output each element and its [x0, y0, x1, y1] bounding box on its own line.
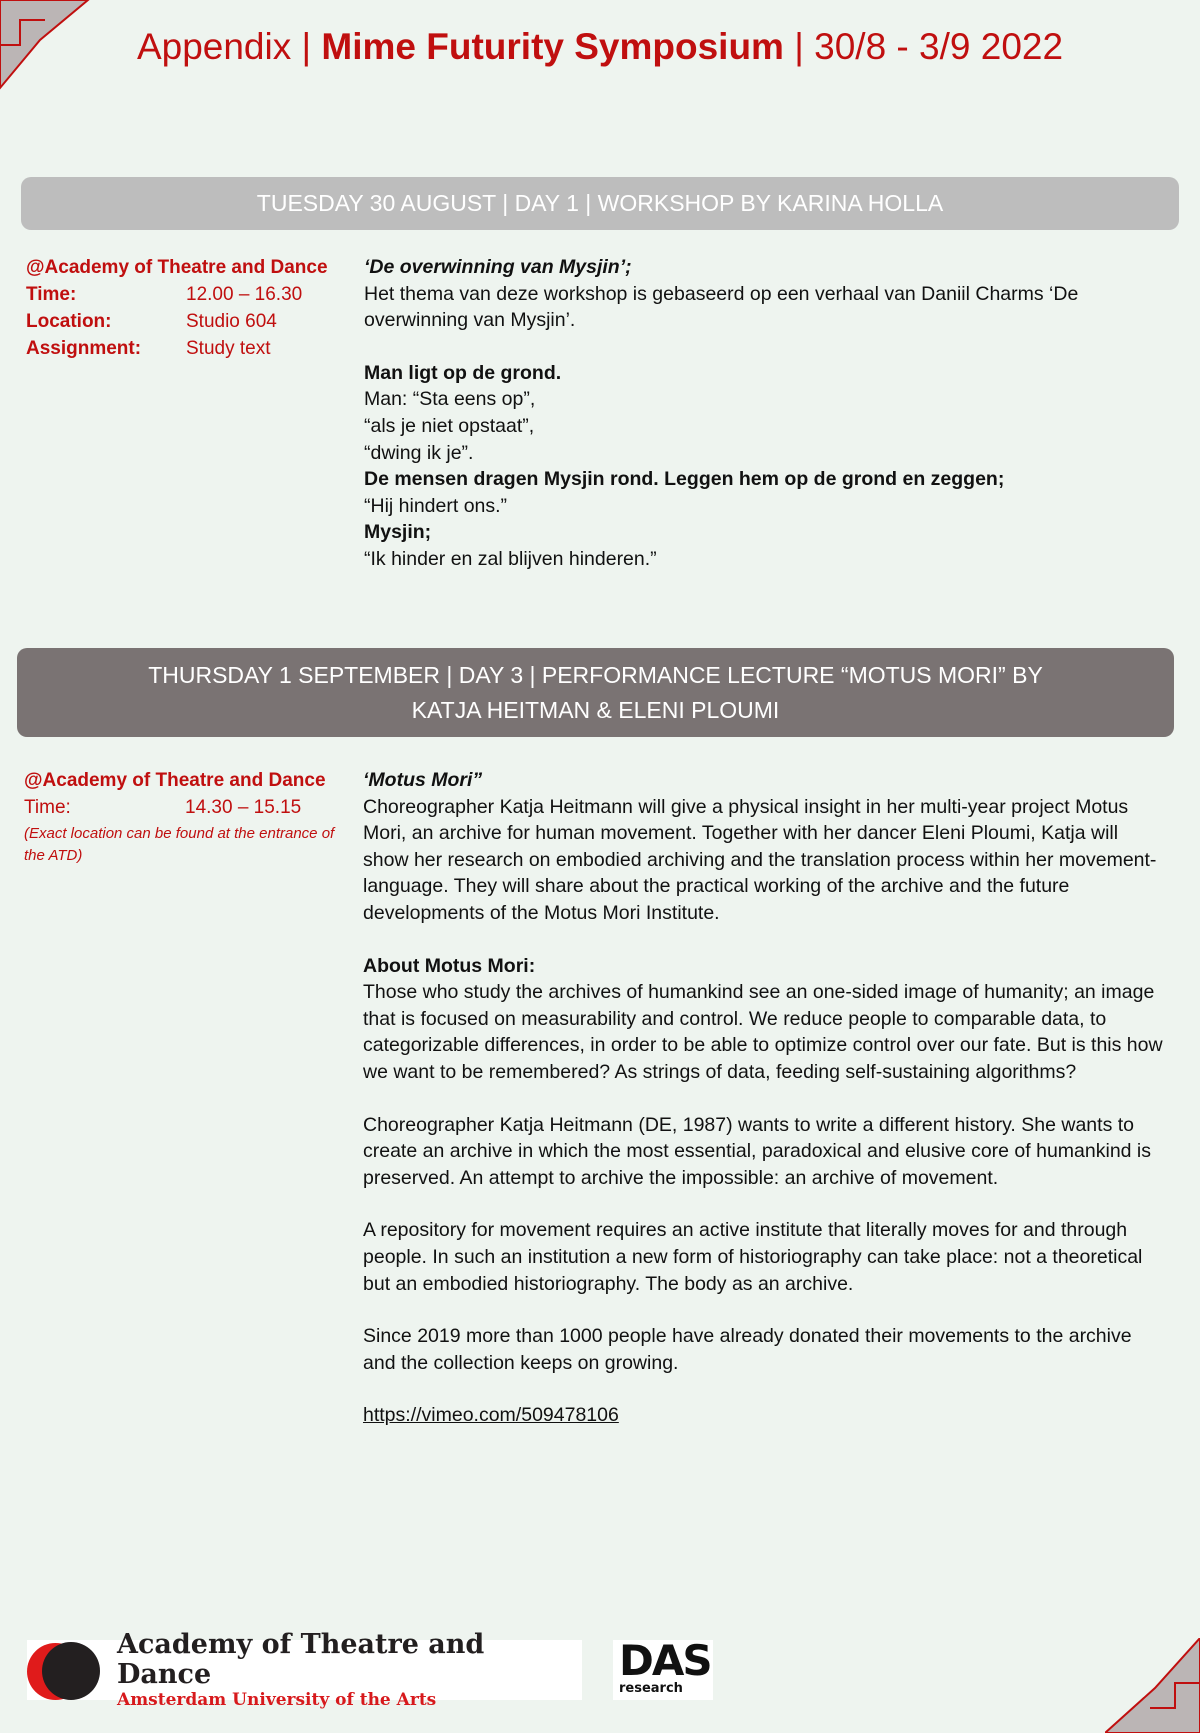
detail-key: Location:	[26, 311, 112, 332]
day3-intro: Choreographer Katja Heitmann will give a physical insight in her multi-year project Motus Mori, an archive for human movement. Together with her dancer Eleni Ploumi, Katja will show her research on embodied archiving and the translation process within her movement-language. They will share about the practical working of the archive and the future developments of the Motus Mori Institute.	[363, 795, 1157, 924]
script-line: Mysjin;	[364, 521, 432, 544]
title-dates: 30/8 - 3/9 2022	[814, 26, 1064, 67]
script-line: “dwing ik je”.	[364, 441, 474, 464]
detail-key: Assignment:	[26, 338, 142, 359]
detail-value: 14.30 – 15.15	[185, 797, 302, 818]
day1-title: ‘De overwinning van Mysjin’;	[364, 256, 632, 278]
detail-key: Time:	[26, 284, 77, 305]
script-line: “Hij hindert ons.”	[364, 494, 508, 517]
das-research-logo	[613, 1636, 713, 1700]
day3-location-note: (Exact location can be found at the entrance of the ATD)	[24, 825, 335, 864]
day3-content	[363, 767, 1163, 1429]
detail-value: 12.00 – 16.30	[186, 284, 303, 305]
title-separator: |	[783, 26, 815, 67]
title-event: Mime Futurity Symposium	[321, 26, 784, 67]
script-line: “als je niet opstaat”,	[364, 414, 535, 437]
atd-logo-name: Academy of Theatre and Dance	[117, 1629, 485, 1690]
title-prefix: Appendix	[136, 26, 292, 67]
day3-banner-line2: KATJA HEITMAN & ELENI PLOUMI	[411, 696, 780, 723]
corner-decoration-bottom-right	[1105, 1638, 1200, 1733]
day3-banner	[17, 648, 1174, 737]
day1-detail-row	[26, 335, 328, 362]
about-paragraph: Since 2019 more than 1000 people have already donated their movements to the archive and the collection keeps on growing.	[363, 1325, 1132, 1374]
about-paragraph: Choreographer Katja Heitmann (DE, 1987) wants to write a different history. She wants to create an archive in which the most essential, paradoxical and elusive core of humankind is preserved. An attempt to archive the impossible: an archive of movement.	[363, 1113, 1152, 1189]
vimeo-link[interactable]: https://vimeo.com/509478106	[363, 1404, 619, 1427]
das-logo-subtitle: research	[619, 1681, 683, 1696]
atd-logo	[27, 1629, 582, 1710]
spacer	[363, 1297, 1163, 1323]
detail-value: Studio 604	[186, 311, 277, 332]
about-paragraph: A repository for movement requires an active institute that literally moves for and through people. In such an institution a new form of historiography can take place: not a theoretical but an embodied historiography. The body as an archive.	[363, 1219, 1143, 1295]
about-paragraph: Those who study the archives of humankind see an one-sided image of humanity; an image that is focused on measurability and control. We reduce people to comparable data, to categorizable differences, in order to be able to optimize control over our fate. But is this how we want to be remembered? As strings of data, feeding self-sustaining algorithms?	[363, 981, 1163, 1083]
day3-title: ‘Motus Mori”	[363, 769, 483, 791]
spacer	[363, 927, 1163, 953]
script-line: “Ik hinder en zal blijven hinderen.”	[364, 547, 657, 570]
atd-logo-icon	[27, 1640, 107, 1700]
spacer	[363, 1376, 1163, 1402]
day1-details	[26, 254, 328, 362]
day1-detail-row	[26, 281, 328, 308]
day1-banner	[21, 177, 1179, 230]
day3-venue: @Academy of Theatre and Dance	[24, 770, 326, 791]
day1-venue: @Academy of Theatre and Dance	[26, 257, 328, 278]
day1-banner-text: TUESDAY 30 AUGUST | DAY 1 | WORKSHOP BY KARINA HOLLA	[256, 190, 944, 216]
spacer	[363, 1191, 1163, 1217]
day3-details	[24, 767, 344, 867]
spacer	[363, 1086, 1163, 1112]
das-logo-name: DAS	[619, 1636, 711, 1685]
detail-key: Time:	[24, 797, 71, 818]
page-title	[0, 26, 1200, 68]
spacer	[364, 334, 1154, 360]
day1-content	[364, 254, 1154, 573]
script-line: Man: “Sta eens op”,	[364, 388, 536, 411]
day3-detail-row	[24, 794, 344, 821]
day1-intro: Het thema van deze workshop is gebaseerd op een verhaal van Daniil Charms ‘De overwinning van Mysjin’.	[364, 282, 1079, 332]
detail-value: Study text	[186, 338, 271, 359]
day3-banner-line1: THURSDAY 1 SEPTEMBER | DAY 3 | PERFORMANCE LECTURE “MOTUS MORI” BY	[148, 661, 1043, 688]
atd-logo-subtitle: Amsterdam University of the Arts	[117, 1690, 437, 1710]
about-heading: About Motus Mori:	[363, 954, 536, 977]
script-line: Man ligt op de grond.	[364, 361, 562, 384]
day1-detail-row	[26, 308, 328, 335]
script-line: De mensen dragen Mysjin rond. Leggen hem op de grond en zeggen;	[364, 468, 1005, 491]
title-separator: |	[291, 26, 322, 67]
